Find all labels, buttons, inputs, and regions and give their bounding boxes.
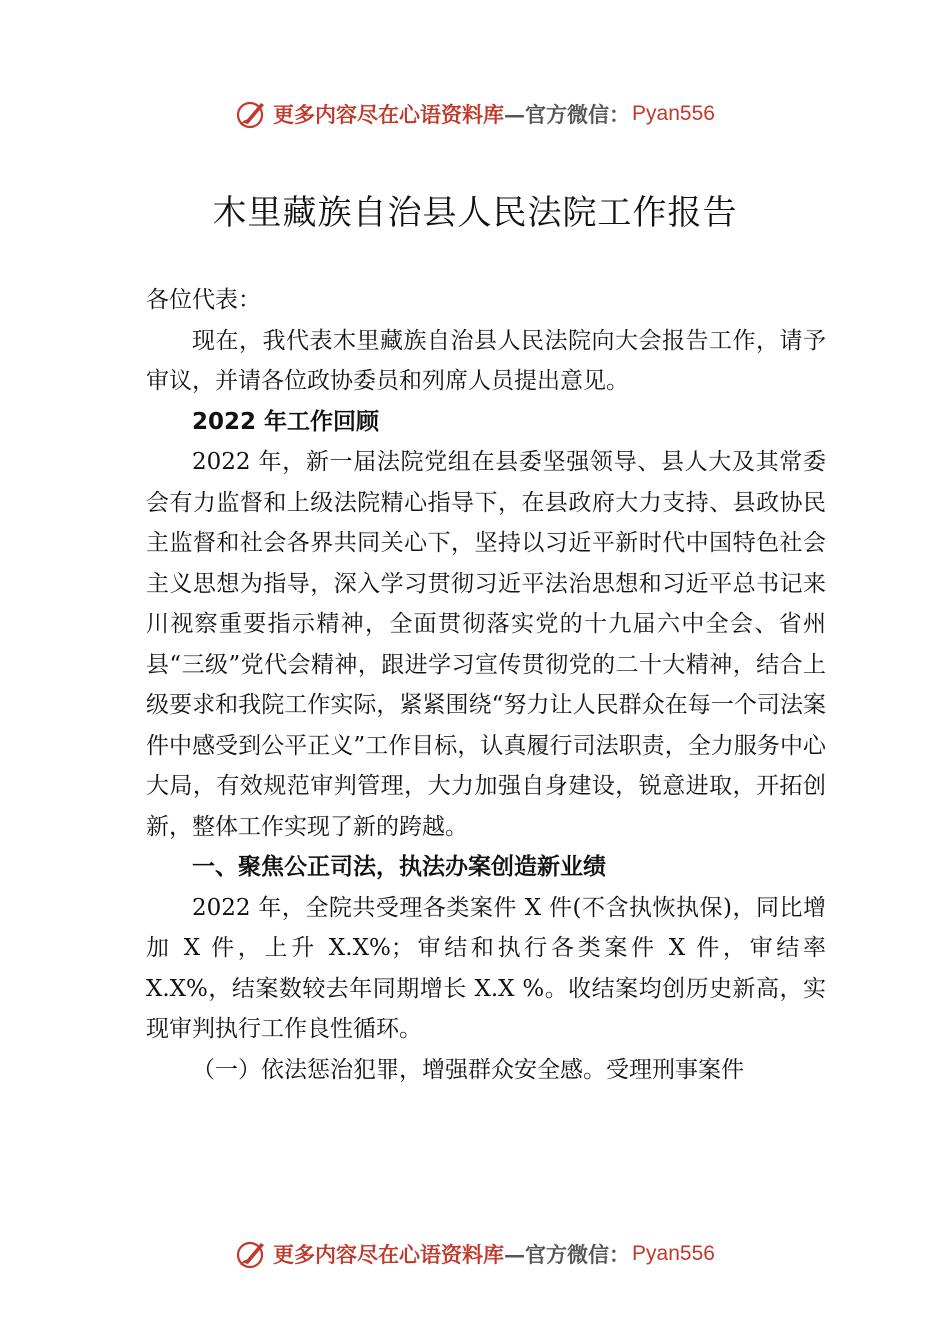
watermark-dash-text: —官方微信： xyxy=(504,102,631,127)
section-review-heading: 2022 年工作回顾 xyxy=(192,408,380,435)
review-paragraph: 2022 年，新一届法院党组在县委坚强领导、县人大及其常委会有力监督和上级法院精心指导下，在县政府大力支持、县政协民主监督和社会各界共同关心下，坚持以习近平新时代中国特色社会主义思想为指导，深入学习贯彻习近平法治思想和习近平总书记来川视察重要指示精神，全面贯彻落实党的十九届六中全会、省州县“三级”党代会精神，跟进学习宣传贯彻党的二十大精神，结合上级要求和我院工作实际，紧紧围绕“努力让人民群众在每一个司法案件中感受到公平正义”工作目标，认真履行司法职责，全力服务中心大局，有效规范审判管理，大力加强自身建设，锐意进取，开拓创新，整体工作实现了新的跨越。 xyxy=(146,449,826,840)
quill-pen-logo-icon xyxy=(235,1237,269,1271)
quill-pen-logo-icon xyxy=(235,97,269,131)
watermark-wechat-id: Pyan556 xyxy=(632,1242,715,1265)
footer-watermark xyxy=(0,1234,950,1274)
subsection-one-line: （一）依法惩治犯罪，增强群众安全感。受理刑事案件 xyxy=(192,1056,744,1083)
watermark-brand-text: 更多内容尽在心语资料库 xyxy=(273,102,505,127)
section-one-paragraph: 2022 年，全院共受理各类案件 X 件(不含执恢执保)，同比增加 X 件，上升 X.X%；审结和执行各类案件 X 件，审结率 X.X%，结案数较去年同期增长 X.X %。收结案均创历史新高，实现审判执行工作良性循环。 xyxy=(146,894,826,1042)
watermark-dash-text: —官方微信： xyxy=(504,1242,631,1267)
watermark-brand-text: 更多内容尽在心语资料库 xyxy=(273,1242,505,1267)
section-one-heading: 一、聚焦公正司法，执法办案创造新业绩 xyxy=(192,854,606,880)
document-title: 木里藏族自治县人民法院工作报告 xyxy=(212,193,738,233)
intro-paragraph: 现在，我代表木里藏族自治县人民法院向大会报告工作，请予审议，并请各位政协委员和列席人员提出意见。 xyxy=(146,327,826,394)
salutation: 各位代表： xyxy=(146,287,261,313)
header-watermark xyxy=(0,94,950,134)
document-body xyxy=(146,280,826,1090)
watermark-wechat-id: Pyan556 xyxy=(632,102,715,125)
